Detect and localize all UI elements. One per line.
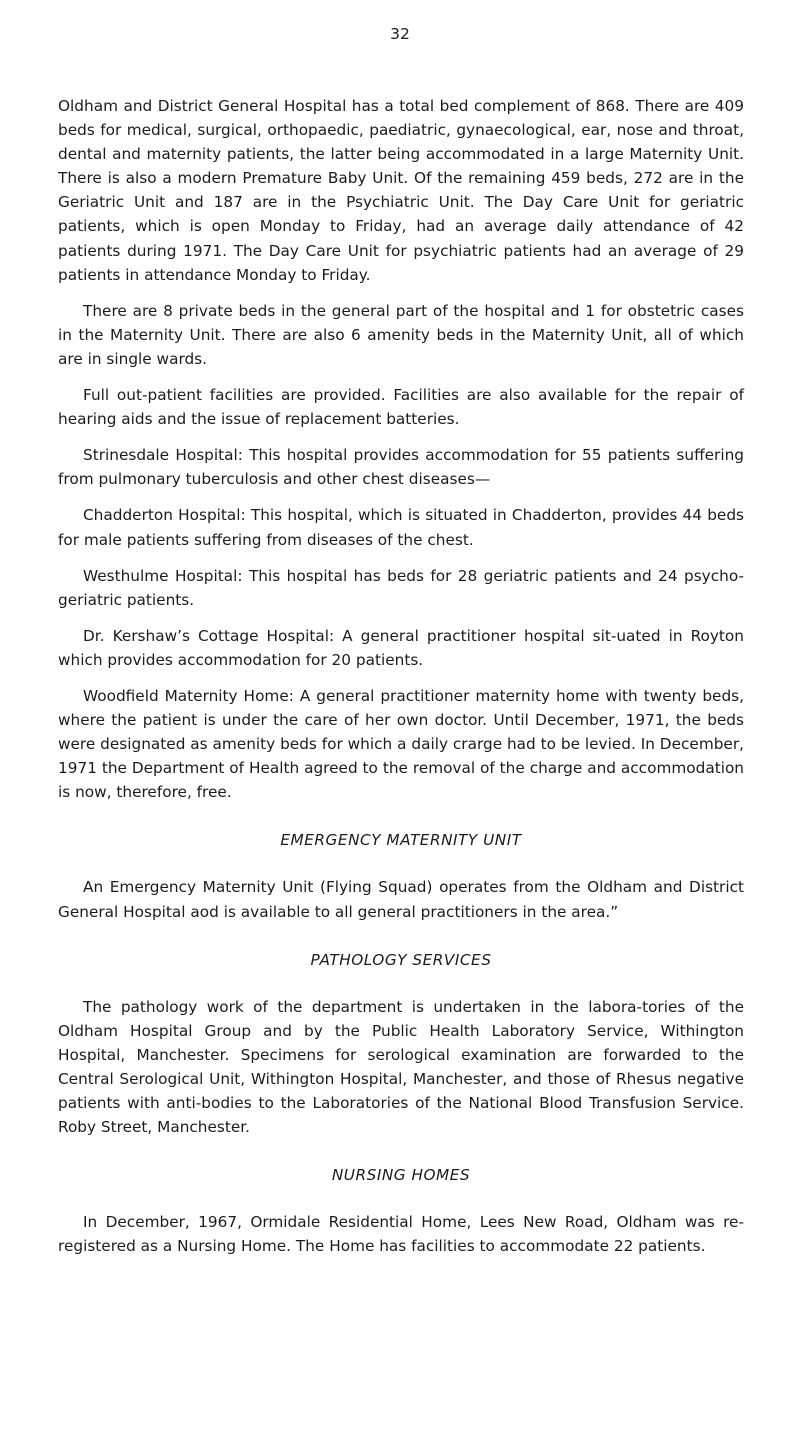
paragraph-kershaw-cottage: Dr. Kershaw’s Cottage Hospital: A general practitioner hospital sit-uated in Royton which provides accommodation for 20 patients.	[58, 626, 744, 669]
paragraph-westhulme: Westhulme Hospital: This hospital has beds for 28 geriatric patients and 24 psycho-geriatric patients.	[58, 566, 744, 609]
paragraph-strinesdale: Strinesdale Hospital: This hospital provides accommodation for 55 patients suffering from pulmonary tuberculosis and other chest diseases—	[58, 446, 744, 489]
paragraph-out-patient: Full out-patient facilities are provided. Facilities are also available for the repair of hearing aids and the issue of replacement batteries.	[58, 386, 744, 429]
section-heading-pathology: PATHOLOGY SERVICES	[310, 950, 492, 969]
paragraph-general-hospital: Oldham and District General Hospital has a total bed complement of 868. There are 409 beds for medical, surgical, orthopaedic, paediatric, gynaecological, ear, nose and throat, dental and maternity patients, the latter being accommodated in a large Maternity Unit. There is also a modern Premature Baby Unit. Of the remaining 459 beds, 272 are in the Geriatric Unit and 187 are in the Psychiatric Unit. The Day Care Unit for geriatric patients, which is open Monday to Friday, had an average daily attendance of 42 patients during 1971. The Day Care Unit for psychiatric patients had an average of 29 patients in attendance Monday to Friday.	[58, 97, 744, 284]
paragraph-emergency-maternity: An Emergency Maternity Unit (Flying Squad) operates from the Oldham and District General Hospital aod is available to all general practitioners in the area.”	[58, 878, 744, 921]
section-heading-nursing-homes: NURSING HOMES	[331, 1166, 471, 1185]
paragraph-private-beds: There are 8 private beds in the general part of the hospital and 1 for obstetric cases in the Maternity Unit. There are also 6 amenity beds in the Maternity Unit, all of which are in single wards.	[58, 301, 744, 368]
paragraph-woodfield: Woodfield Maternity Home: A general practitioner maternity home with twenty beds, where the patient is under the care of her own doctor. Until December, 1971, the beds were designated as amenity beds for which a daily crarge had to be levied. In December, 1971 the Department of Health agreed to the removal of the charge and accommodation is now, therefore, free.	[58, 686, 744, 802]
page-number: 32	[390, 25, 410, 43]
paragraph-pathology: The pathology work of the department is undertaken in the labora-tories of the Oldham Hospital Group and by the Public Health Laboratory Service, Withington Hospital, Manchester. Specimens for serological examination are forwarded to the Central Serological Unit, Withington Hospital, Manchester, and those of Rhesus negative patients with anti-bodies to the Laboratories of the National Blood Transfusion Service. Roby Street, Manchester.	[58, 997, 744, 1137]
section-heading-emergency-maternity: EMERGENCY MATERNITY UNIT	[280, 831, 522, 850]
paragraph-nursing-homes: In December, 1967, Ormidale Residential Home, Lees New Road, Oldham was re-registered as a Nursing Home. The Home has facilities to accommodate 22 patients.	[58, 1213, 744, 1256]
paragraph-chadderton: Chadderton Hospital: This hospital, which is situated in Chadderton, provides 44 beds for male patients suffering from diseases of the chest.	[58, 506, 744, 549]
